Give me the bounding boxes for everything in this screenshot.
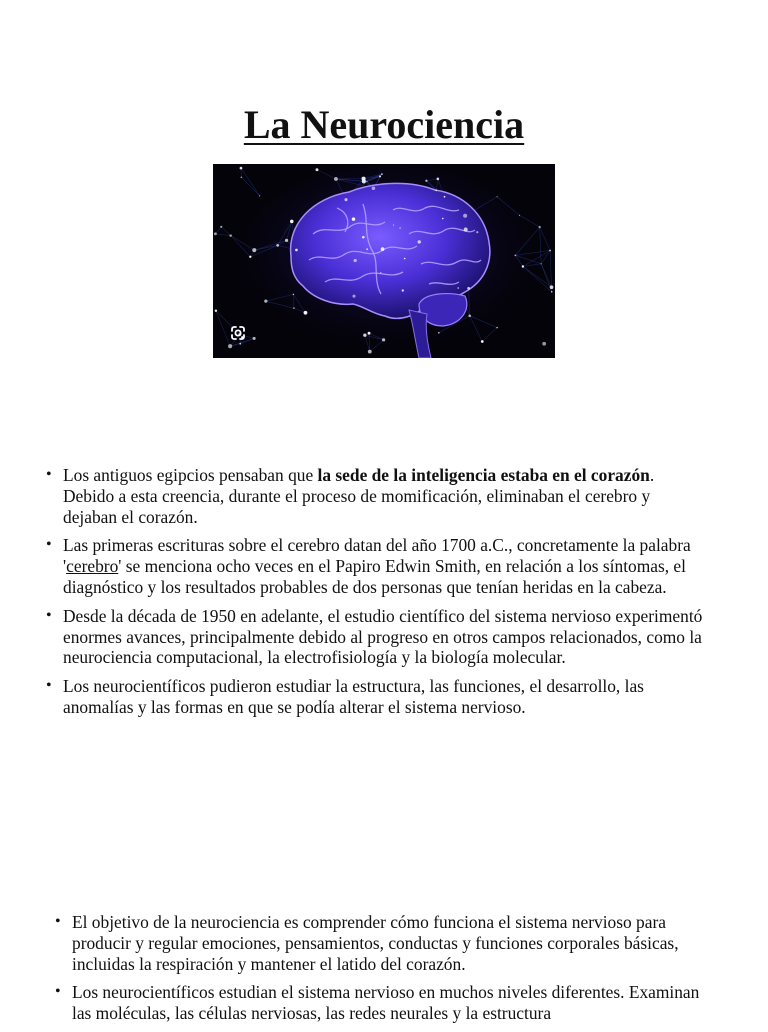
neuron-point	[550, 285, 554, 289]
item-text: Las primeras escrituras sobre el cerebro datan del año 1700 a.C., concretamente la palabra '	[63, 535, 691, 576]
neuron-point	[290, 220, 294, 224]
neuron-point	[404, 258, 406, 260]
neuron-point	[368, 350, 372, 354]
neuron-point	[229, 234, 231, 236]
neuron-point	[241, 176, 243, 178]
neuron-point	[463, 214, 467, 218]
neuron-point	[334, 177, 338, 181]
neuron-point	[393, 225, 394, 226]
bullet-list-objective	[55, 912, 720, 1032]
neuron-point	[514, 254, 516, 256]
neuron-point	[362, 177, 366, 181]
list-item	[46, 606, 706, 668]
list-item	[46, 676, 706, 718]
neuron-point	[551, 291, 552, 292]
neuron-point	[442, 218, 444, 220]
neuron-point	[476, 231, 478, 233]
neuron-point	[214, 232, 217, 235]
neuron-point	[381, 247, 385, 251]
neuron-point	[354, 259, 357, 262]
neuron-point	[352, 217, 356, 221]
neuron-point	[363, 334, 366, 337]
page-title: La Neurociencia	[0, 101, 768, 149]
item-text: El objetivo de la neurociencia es comprender cómo funciona el sistema nervioso para producir y regular emociones, pensamientos, conductas y funciones corporales básicas, incluidas la respiración y mantener el latido del corazón.	[72, 912, 679, 974]
neuron-point	[295, 249, 298, 252]
neuron-point	[252, 248, 256, 252]
neuron-point	[435, 190, 437, 192]
neuron-point	[285, 239, 288, 242]
cerebro-link[interactable]: cerebro	[66, 556, 118, 576]
item-text: Desde la década de 1950 en adelante, el estudio científico del sistema nervioso experimentó enormes avances, principalmente debido al progreso en otros campos relacionados, como la neurociencia computacional, la electrofisiología y la biología molecular.	[63, 606, 702, 668]
neuron-point	[444, 196, 446, 198]
item-text: Los antiguos egipcios pensaban que	[63, 465, 318, 485]
neuron-point	[380, 272, 381, 273]
item-text: . Debido a esta creencia, durante el proceso de momificación, eliminaban el cerebro y dejaban el corazón.	[63, 465, 654, 527]
bullet-list-history	[46, 465, 706, 726]
neuron-point	[344, 198, 347, 201]
neuron-point	[519, 215, 520, 216]
item-text: ' se menciona ocho veces en el Papiro Edwin Smith, en relación a los síntomas, el diagnóstico y los resultados probables de dos personas que tenían heridas en la cabeza.	[63, 556, 686, 597]
list-item	[46, 465, 706, 527]
neuron-point	[549, 250, 551, 252]
list-item	[55, 912, 720, 974]
neuron-point	[379, 175, 381, 177]
google-lens-icon[interactable]	[229, 324, 247, 342]
neuron-point	[382, 338, 385, 341]
neuron-point	[481, 340, 484, 343]
neuron-point	[368, 332, 371, 335]
brain-illustration	[213, 164, 555, 358]
list-item	[55, 982, 720, 1024]
neuron-point	[366, 248, 368, 250]
list-item	[46, 535, 706, 597]
neuron-point	[538, 226, 540, 228]
neuron-point	[464, 228, 468, 232]
neuron-point	[541, 263, 542, 264]
neuron-point	[402, 289, 404, 291]
neuron-point	[438, 332, 440, 334]
neuron-point	[366, 181, 367, 182]
neuron-point	[316, 168, 319, 171]
neuron-point	[276, 244, 279, 247]
neuron-point	[457, 287, 459, 289]
neuron-point	[264, 300, 267, 303]
neuron-point	[425, 180, 427, 182]
neuron-point	[418, 240, 421, 243]
neuron-point	[253, 337, 256, 340]
neuron-point	[215, 309, 217, 311]
item-text: Los neurocientíficos pudieron estudiar la estructura, las funciones, el desarrollo, las anomalías y las formas en que se podía alterar el sistema nervioso.	[63, 676, 644, 717]
neuron-point	[467, 287, 470, 290]
neuron-point	[304, 311, 308, 315]
neuron-point	[381, 173, 383, 175]
neuron-point	[240, 167, 243, 170]
neuron-point	[239, 343, 241, 345]
neuron-point	[542, 342, 546, 346]
neuron-point	[437, 178, 440, 181]
neuron-point	[372, 187, 376, 191]
neuron-point	[496, 196, 497, 197]
neuron-point	[362, 236, 365, 239]
item-text: Los neurocientíficos estudian el sistema nervioso en muchos niveles diferentes. Examinan las moléculas, las células nerviosas, las redes neurales y la estructura	[72, 982, 699, 1023]
neuron-point	[522, 265, 524, 267]
neuron-point	[220, 226, 222, 228]
neuron-point	[496, 327, 497, 328]
brain-image	[213, 164, 555, 358]
item-emphasis: la sede de la inteligencia estaba en el corazón	[318, 465, 650, 485]
neuron-point	[399, 227, 400, 228]
neuron-point	[249, 256, 251, 258]
neuron-point	[468, 314, 471, 317]
neuron-point	[293, 294, 295, 296]
neuron-point	[352, 295, 355, 298]
neuron-point	[259, 195, 260, 196]
neuron-point	[228, 344, 232, 348]
neuron-point	[293, 307, 294, 308]
